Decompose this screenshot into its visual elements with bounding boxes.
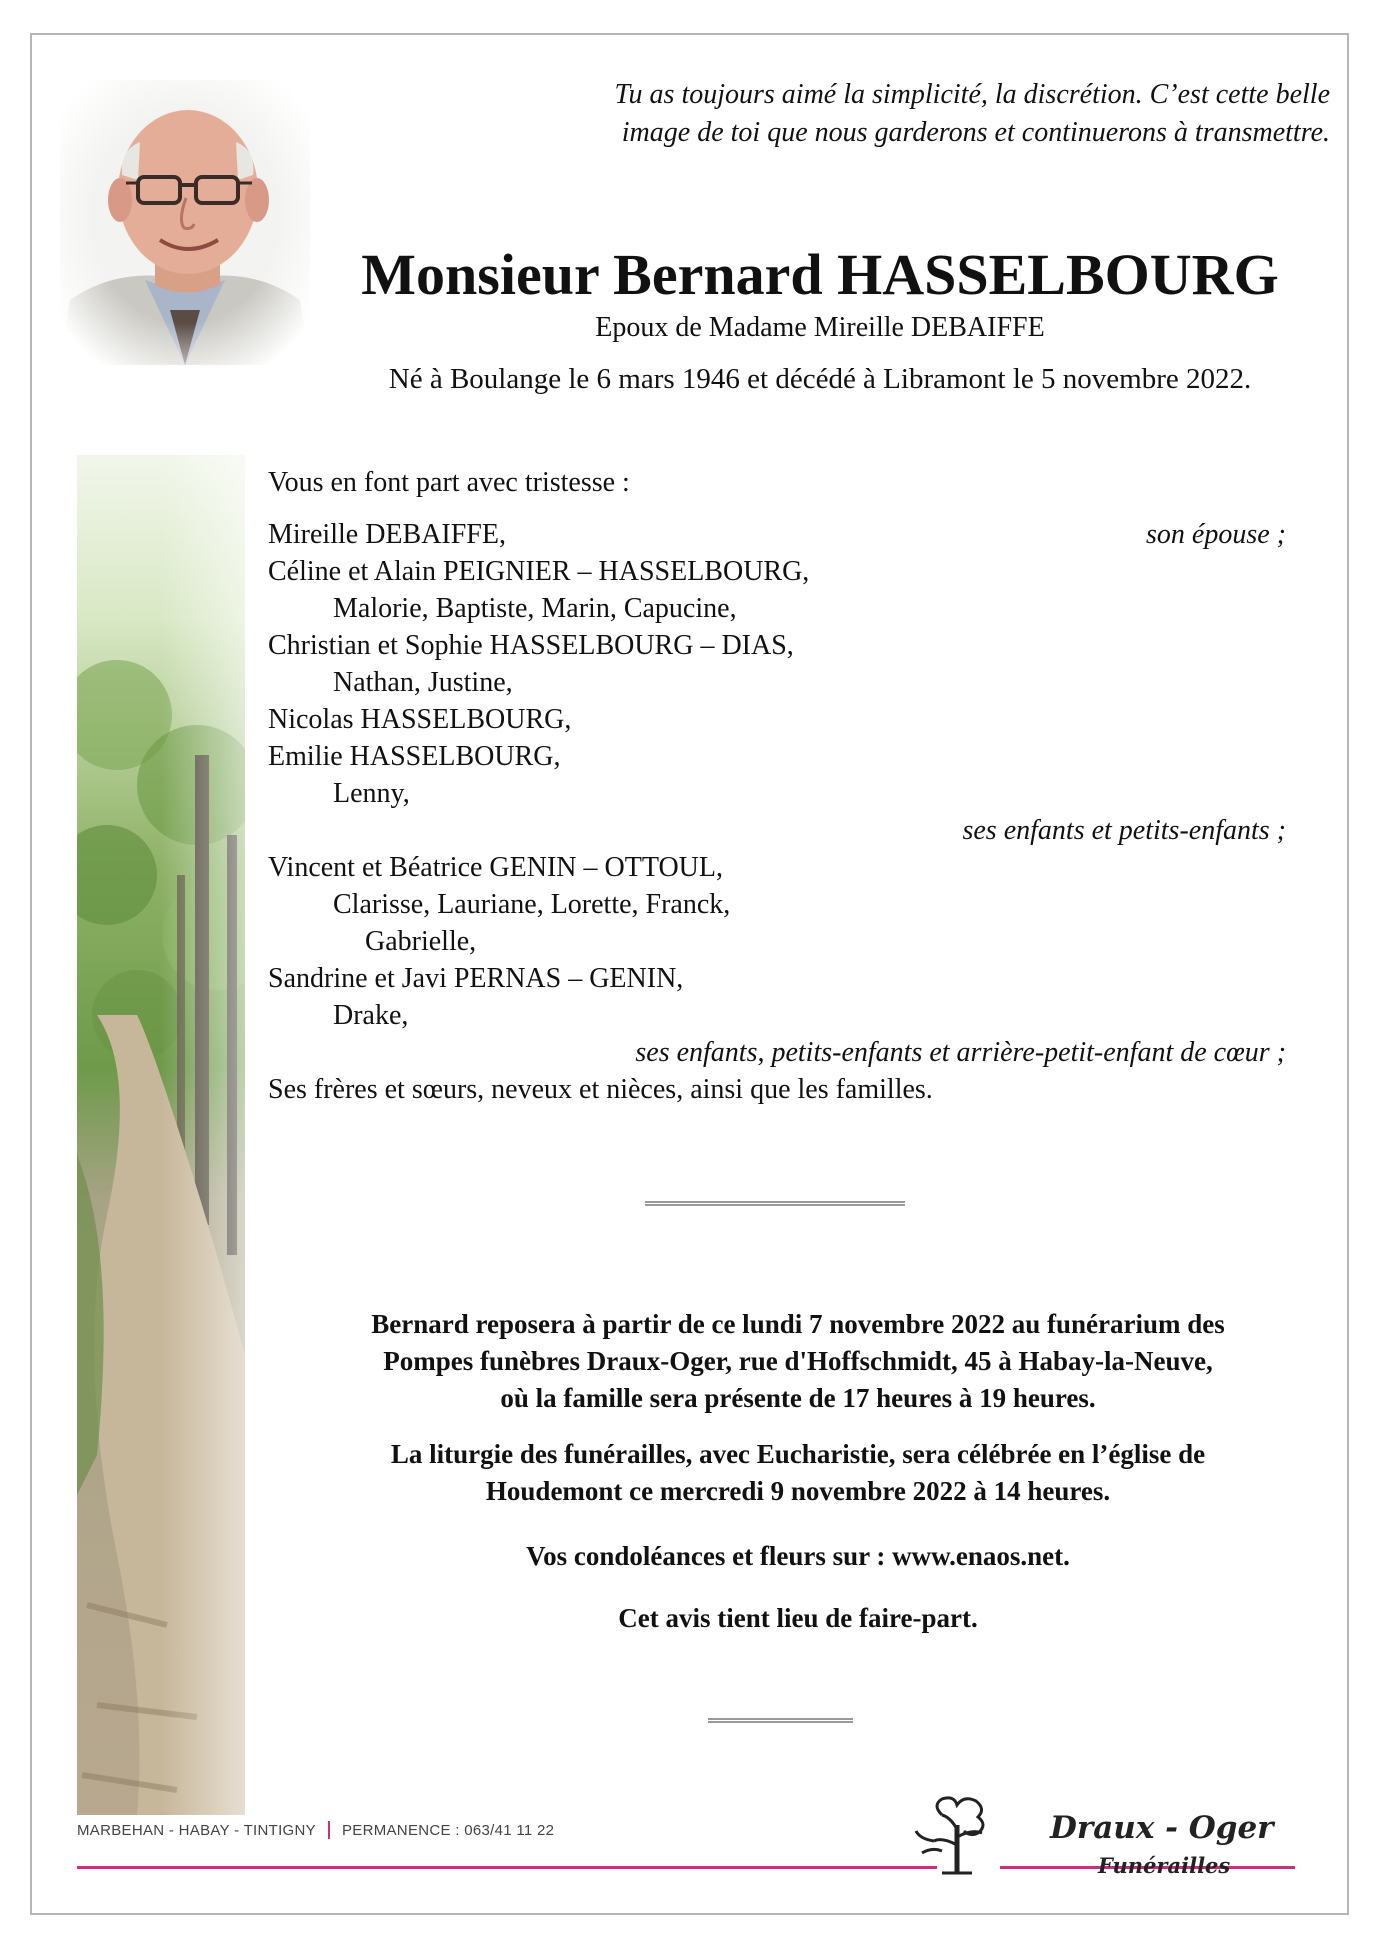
spouse-row: [268, 516, 1288, 553]
brand-logo-subtitle: Funérailles: [1098, 1853, 1231, 1878]
family-line: Nicolas HASSELBOURG,: [268, 704, 572, 735]
children-role: ses enfants et petits-enfants ;: [962, 815, 1286, 846]
family-line: Sandrine et Javi PERNAS – GENIN,: [268, 963, 684, 994]
divider: [645, 1201, 905, 1206]
brand-logo-name: Draux - Oger: [1050, 1810, 1274, 1846]
tree-logo-icon: [912, 1795, 1002, 1875]
visitation-line-3: où la famille sera présente de 17 heures à 19 heures.: [500, 1383, 1096, 1413]
footer-contact: [77, 1821, 554, 1839]
family-line: Malorie, Baptiste, Marin, Capucine,: [333, 593, 737, 624]
notice-text: Cet avis tient lieu de faire-part.: [618, 1603, 978, 1633]
quote-line-2: image de toi que nous garderons et continuerons à transmettre.: [621, 117, 1330, 148]
condolences-info: Vos condoléances et fleurs sur : www.enaos.net.: [526, 1541, 1070, 1571]
visitation-line-1: Bernard reposera à partir de ce lundi 7 novembre 2022 au funérarium des: [371, 1309, 1225, 1339]
spouse-role: son épouse ;: [1146, 519, 1286, 550]
footer-separator: [328, 1821, 330, 1839]
portrait-photo: [60, 80, 310, 365]
family-closing: Ses frères et sœurs, neveux et nièces, ainsi que les familles.: [268, 1074, 933, 1105]
family-announcement: [268, 464, 1288, 1108]
family-line: Gabrielle,: [365, 926, 477, 957]
visitation-line-2: Pompes funèbres Draux-Oger, rue d'Hoffschmidt, 45 à Habay-la-Neuve,: [383, 1346, 1213, 1376]
family-line: Emilie HASSELBOURG,: [268, 741, 561, 772]
family-line: Christian et Sophie HASSELBOURG – DIAS,: [268, 630, 794, 661]
birth-death-dates: Né à Boulange le 6 mars 1946 et décédé à Libramont le 5 novembre 2022.: [388, 363, 1252, 395]
family-line: Lenny,: [333, 778, 410, 809]
forest-path-image: [77, 455, 245, 1815]
liturgy-info: [268, 1436, 1328, 1510]
spouse-name: Mireille DEBAIFFE,: [268, 519, 506, 550]
memorial-quote: [390, 76, 1330, 152]
deceased-name: Monsieur Bernard HASSELBOURG: [361, 242, 1279, 307]
quote-line-1: Tu as toujours aimé la simplicité, la discrétion. C’est cette belle: [614, 79, 1330, 110]
footer-locations: MARBEHAN - HABAY - TINTIGNY: [77, 1822, 316, 1839]
divider: [708, 1718, 853, 1723]
visitation-info: [268, 1306, 1328, 1417]
family-line: Drake,: [333, 1000, 409, 1031]
liturgy-line-1: La liturgie des funérailles, avec Eucharistie, sera célébrée en l’église de: [390, 1439, 1206, 1469]
family-line: Clarisse, Lauriane, Lorette, Franck,: [333, 889, 731, 920]
footer-accent-line: [77, 1866, 937, 1869]
heart-family-role: ses enfants, petits-enfants et arrière-petit-enfant de cœur ;: [635, 1037, 1286, 1068]
family-line: Nathan, Justine,: [333, 667, 513, 698]
footer-permanence: PERMANENCE : 063/41 11 22: [341, 1822, 555, 1839]
spouse-line: Epoux de Madame Mireille DEBAIFFE: [595, 312, 1045, 343]
family-line: Vincent et Béatrice GENIN – OTTOUL,: [268, 852, 723, 883]
family-line: Céline et Alain PEIGNIER – HASSELBOURG,: [268, 556, 810, 587]
family-intro: Vous en font part avec tristesse :: [268, 467, 630, 498]
liturgy-line-2: Houdemont ce mercredi 9 novembre 2022 à 14 heures.: [485, 1476, 1111, 1506]
